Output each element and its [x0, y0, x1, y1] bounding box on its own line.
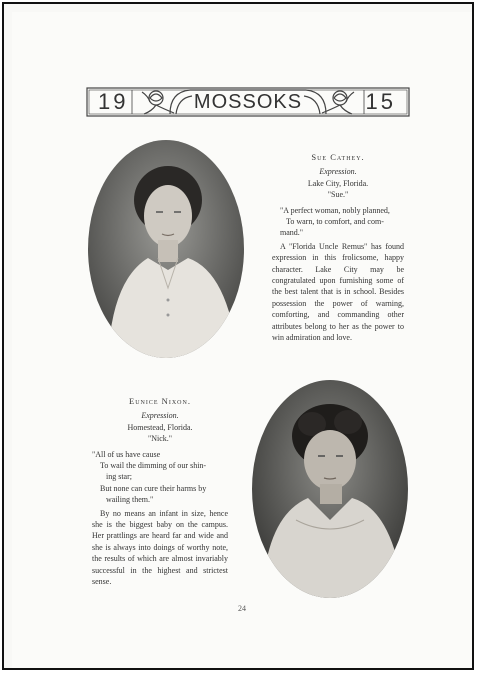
- banner-year-right: 15: [365, 89, 396, 114]
- bio-eunice-nixon: [92, 396, 228, 588]
- bio-sue-cathey: [272, 152, 404, 344]
- student-description: By no means an infant in size, hence she is the biggest baby on the campus. Her prattlings are heard far and wide and she is always into doings of worthy note, the results of which are almost invariably successful in the highest and strictest sense.: [92, 508, 228, 587]
- quote-line: To warn, to comfort, and com-: [286, 217, 384, 227]
- student-name: Sue Cathey.: [311, 152, 365, 162]
- page-frame: [2, 2, 474, 670]
- yearbook-banner: [86, 84, 410, 120]
- student-name: Eunice Nixon.: [129, 396, 191, 406]
- student-nickname: "Nick.": [147, 434, 173, 444]
- banner-title: MOSSOKS: [193, 91, 303, 113]
- quote-line: ing star;: [106, 472, 132, 482]
- quote-line: wailing them.": [106, 495, 154, 505]
- student-quote: [272, 205, 404, 239]
- student-hometown: Lake City, Florida.: [307, 178, 369, 188]
- quote-line: "A perfect woman, nobly planned,: [280, 205, 390, 215]
- student-hometown: Homestead, Florida.: [127, 422, 193, 432]
- quote-line: But none can cure their harms by: [100, 483, 207, 493]
- page-number: 24: [238, 604, 246, 613]
- student-description: A "Florida Uncle Remus" has found expression in this frolicsome, happy character. Lake City may be congratulated upon furnishing some of the best talent that is in school. Besides possession the power of warning, comforting, and commanding other attributes belong to her as the power to win admiration and love.: [272, 241, 404, 343]
- quote-line: "All of us have cause: [92, 449, 161, 459]
- portrait-photo-eunice-nixon: [252, 380, 408, 598]
- quote-line: mand.": [280, 228, 304, 238]
- banner-year-left: 19: [98, 89, 129, 114]
- portrait-photo-sue-cathey: [88, 140, 244, 358]
- student-subtitle: Expression.: [319, 167, 357, 177]
- student-subtitle: Expression.: [141, 411, 179, 421]
- student-nickname: "Sue.": [327, 190, 349, 200]
- student-quote: [92, 449, 228, 506]
- quote-line: To wail the dimming of our shin-: [100, 461, 207, 471]
- yearbook-page: [12, 12, 472, 668]
